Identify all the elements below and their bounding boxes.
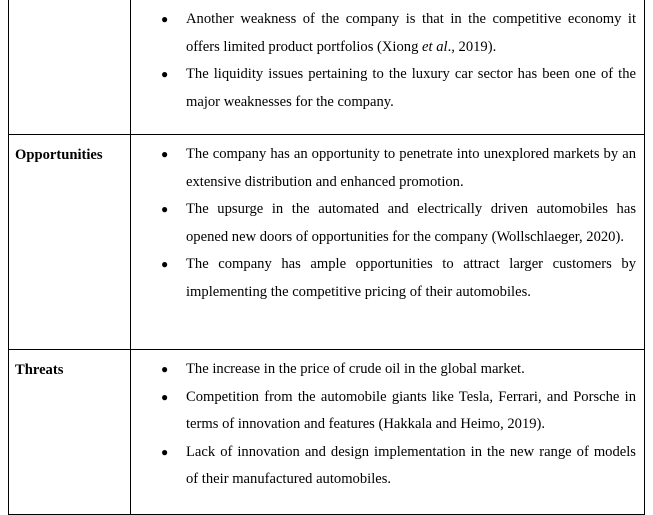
row-label: Opportunities xyxy=(15,147,103,163)
list-item xyxy=(131,196,636,251)
list-item-text: The upsurge in the automated and electrically driven automobiles has opened new doors of opportunities for the company (Wollschlaeger, 2020). xyxy=(186,201,636,245)
swot-table-wrapper xyxy=(8,0,645,489)
list-item xyxy=(131,251,636,306)
list-item xyxy=(131,61,636,116)
bullet-icon: ● xyxy=(161,12,169,26)
bullet-list xyxy=(131,141,636,306)
bullet-icon: ● xyxy=(161,389,169,404)
row-content-cell xyxy=(131,0,645,135)
table-row-opportunities xyxy=(9,135,645,350)
row-content-cell xyxy=(131,350,645,515)
list-item-text: Lack of innovation and design implementation in the new range of models of their manufactured automobiles. xyxy=(186,443,636,487)
bullet-list xyxy=(131,6,636,116)
list-item-text: The increase in the price of crude oil in the global market. xyxy=(186,361,525,377)
row-label: Threats xyxy=(15,362,64,378)
swot-table xyxy=(8,0,645,515)
row-content-cell xyxy=(131,135,645,350)
list-item-text: The company has an opportunity to penetrate into unexplored markets by an extensive distribution and enhanced promotion. xyxy=(186,146,636,190)
bullet-list xyxy=(131,356,636,494)
table-row-threats xyxy=(9,350,645,515)
bullet-icon: ● xyxy=(161,147,169,161)
row-label-cell xyxy=(9,135,131,350)
bullet-icon: ● xyxy=(161,67,169,81)
row-label-cell xyxy=(9,0,131,135)
list-item-text: The liquidity issues pertaining to the luxury car sector has been one of the major weaknesses for the company. xyxy=(186,66,636,110)
bullet-icon: ● xyxy=(161,362,169,376)
list-item-text: The company has ample opportunities to attract larger customers by implementing the competitive pricing of their automobiles. xyxy=(186,256,636,300)
list-item xyxy=(131,6,636,61)
bullet-icon: ● xyxy=(161,444,169,459)
row-label-cell xyxy=(9,350,131,515)
list-item xyxy=(131,141,636,196)
list-item-text: Competition from the automobile giants like Tesla, Ferrari, and Porsche in terms of innovation and features (Hakkala and Heimo, 2019). xyxy=(186,388,636,432)
table-row-weaknesses-continued xyxy=(9,0,645,135)
list-item-text-xiong: Another weakness of the company is that in the competitive economy it offers limited product portfolios (Xiong et al., 2019). xyxy=(186,11,636,55)
bullet-icon: ● xyxy=(161,257,169,271)
list-item xyxy=(131,356,636,384)
list-item xyxy=(131,439,636,494)
list-item xyxy=(131,384,636,439)
bullet-icon: ● xyxy=(161,202,169,216)
